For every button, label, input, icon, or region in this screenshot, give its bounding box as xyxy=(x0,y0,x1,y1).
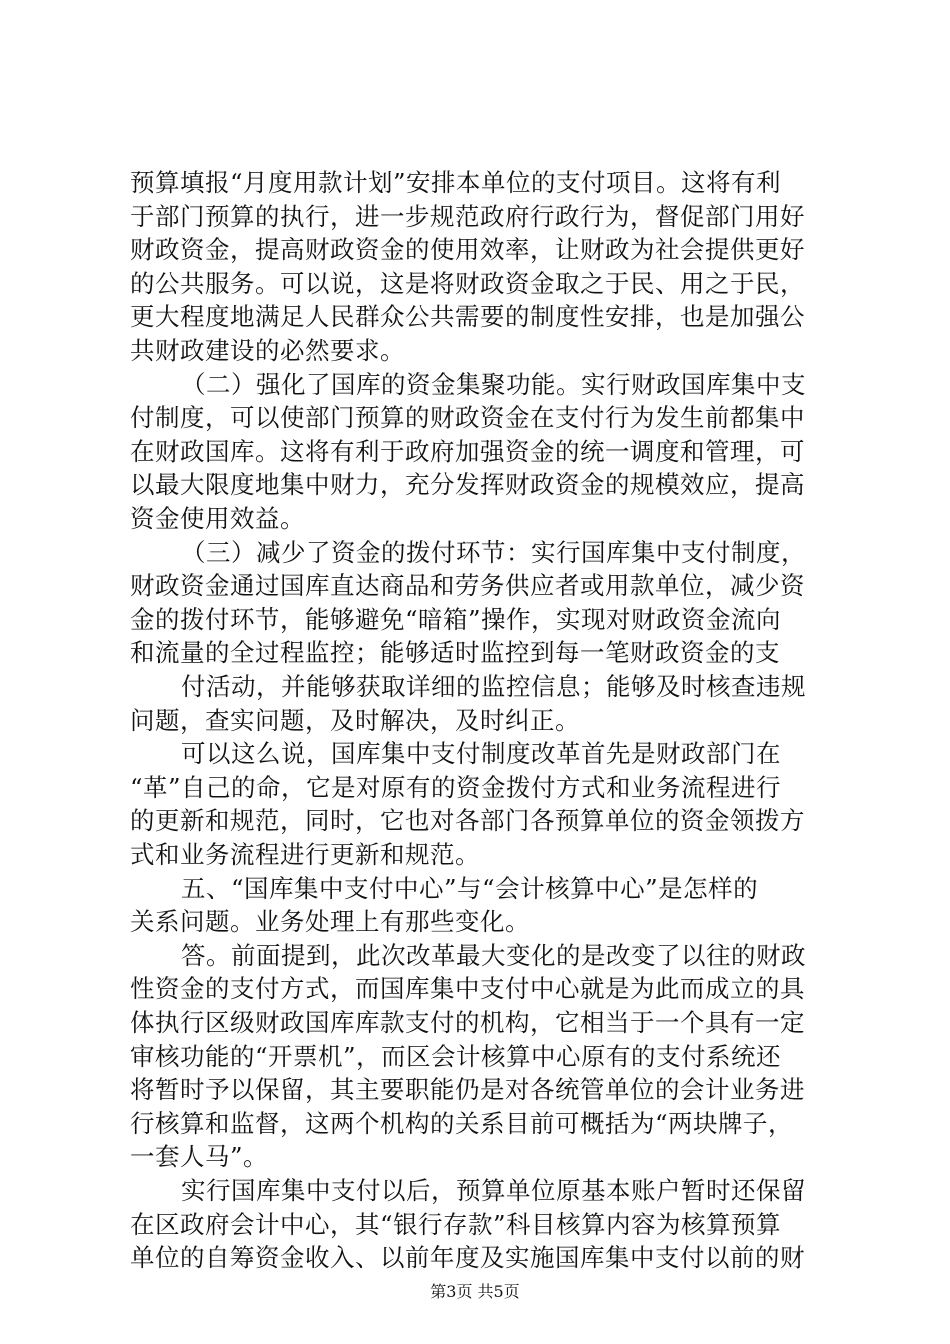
text-line: 的更新和规范，同时，它也对各部门各预算单位的资金领拨方 xyxy=(130,806,805,836)
text-line: （二）强化了国库的资金集聚功能。实行财政国库集中支 xyxy=(181,369,806,399)
text-line: 体执行区级财政国库库款支付的机构，它相当于一个具有一定 xyxy=(130,1008,805,1037)
text-line: 以最大限度地集中财力，充分发挥财政资金的规模效应，提高 xyxy=(130,470,805,500)
text-line: 更大程度地满足人民群众公共需要的制度性安排，也是加强公 xyxy=(130,302,805,332)
text-line: 将暂时予以保留，其主要职能仍是对各统管单位的会计业务进 xyxy=(130,1075,805,1105)
text-line: 付制度，可以使部门预算的财政资金在支付行为发生前都集中 xyxy=(130,403,805,433)
text-line: 实行国库集中支付以后，预算单位原基本账户暂时还保留 xyxy=(181,1176,806,1205)
text-line: 预算填报“月度用款计划”安排本单位的支付项目。这将有利 xyxy=(130,168,782,197)
text-line: 于部门预算的执行，进一步规范政府行政行为，督促部门用好 xyxy=(130,201,805,231)
text-line: 付活动，并能够获取详细的监控信息；能够及时核查违规 xyxy=(181,672,806,701)
text-line: 一套人马”。 xyxy=(130,1142,269,1172)
text-line: 在财政国库。这将有利于政府加强资金的统一调度和管理，可 xyxy=(130,436,805,466)
text-line: 财政资金，提高财政资金的使用效率，让财政为社会提供更好 xyxy=(130,235,805,265)
text-line: 在区政府会计中心，其“银行存款”科目核算内容为核算预算 xyxy=(130,1209,782,1239)
text-line: 式和业务流程进行更新和规范。 xyxy=(130,840,480,869)
text-line: 答。前面提到，此次改革最大变化的是改变了以往的财政 xyxy=(181,940,806,970)
text-line: 可以这么说，国库集中支付制度改革首先是财政部门在 xyxy=(181,739,781,769)
text-line: （三）减少了资金的拨付环节：实行国库集中支付制度， xyxy=(181,537,806,567)
text-line: 和流量的全过程监控；能够适时监控到每一笔财政资金的支 xyxy=(130,638,780,668)
text-line: 财政资金通过国库直达商品和劳务供应者或用款单位，减少资 xyxy=(130,571,805,601)
text-line: 行核算和监督，这两个机构的关系目前可概括为“两块牌子， xyxy=(130,1108,794,1138)
text-line: 金的拨付环节，能够避免“暗箱”操作，实现对财政资金流向 xyxy=(130,604,782,634)
text-line: 五、“国库集中支付中心”与“会计核算中心”是怎样的 xyxy=(181,873,759,903)
text-line: 关系问题。业务处理上有那些变化。 xyxy=(130,907,530,937)
text-line: 资金使用效益。 xyxy=(130,504,305,533)
text-line: 性资金的支付方式，而国库集中支付中心就是为此而成立的具 xyxy=(130,974,805,1004)
text-line: “革”自己的命，它是对原有的资金拨付方式和业务流程进行 xyxy=(130,772,782,802)
text-line: 共财政建设的必然要求。 xyxy=(130,336,405,365)
text-line: 的公共服务。可以说，这是将财政资金取之于民、用之于民， xyxy=(130,268,805,298)
text-line: 单位的自筹资金收入、以前年度及实施国库集中支付以前的财 xyxy=(130,1243,805,1273)
text-line: 审核功能的“开票机”，而区会计核算中心原有的支付系统还 xyxy=(130,1041,782,1071)
page-footer: 第3页 共5页 xyxy=(430,1282,520,1301)
text-line: 问题，查实问题，及时解决，及时纠正。 xyxy=(130,705,580,735)
